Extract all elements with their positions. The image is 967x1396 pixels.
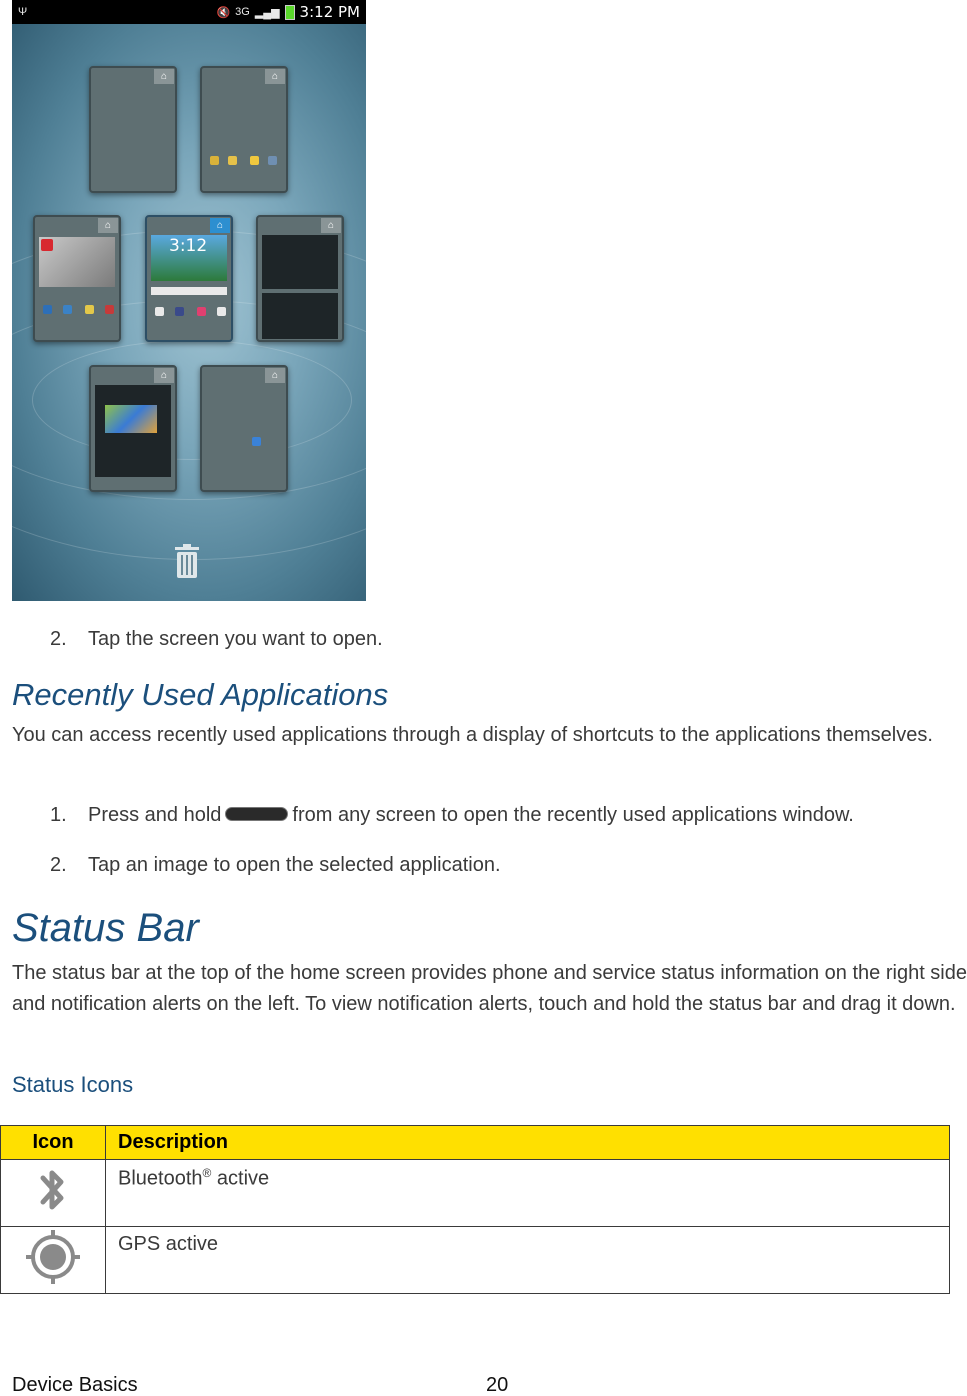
set-home-icon[interactable]: ⌂ [154, 368, 174, 383]
app-icon [210, 156, 219, 165]
settings-icon [268, 156, 277, 165]
phone-status-bar [12, 0, 366, 24]
media-hub-widget [262, 235, 338, 289]
home-screen-thumbnail[interactable] [256, 215, 344, 342]
icon-cell [1, 1160, 106, 1227]
step-text: Tap an image to open the selected application. [88, 854, 501, 876]
flipboard-icon [41, 239, 53, 251]
gps-icon [23, 1227, 83, 1287]
table-row [1, 1227, 950, 1294]
step-text-before: Press and hold [88, 804, 222, 826]
step-text: Tap the screen you want to open. [88, 628, 383, 650]
step-text-after: from any screen to open the recently used applications window. [292, 804, 854, 826]
page-number: 20 [486, 1374, 509, 1396]
home-screen-thumbnail[interactable] [89, 365, 177, 492]
app-icon [217, 307, 226, 316]
home-screen-manager-screenshot [12, 0, 366, 601]
step-item [50, 628, 383, 651]
step-number: 2. [50, 628, 67, 650]
table-row [1, 1160, 950, 1227]
step-number: 2. [50, 854, 67, 876]
home-screen-thumbnail[interactable] [200, 66, 288, 193]
home-screen-thumbnail[interactable] [33, 215, 121, 342]
column-header-icon: Icon [1, 1126, 106, 1160]
app-collage [105, 405, 157, 433]
battery-icon [285, 5, 295, 20]
description-suffix: active [211, 1167, 270, 1190]
section-heading: Status Bar [12, 906, 199, 950]
status-time: 3:12 PM [299, 3, 360, 21]
delete-screen-icon[interactable] [173, 544, 201, 578]
step-number: 1. [50, 804, 67, 826]
description-text: Bluetooth [118, 1167, 203, 1190]
registered-mark: ® [202, 1166, 212, 1180]
widget-clock: 3:12 [169, 236, 208, 256]
set-home-icon[interactable]: ⌂ [154, 69, 174, 84]
home-screen-thumbnail[interactable] [200, 365, 288, 492]
music-player-widget [262, 293, 338, 339]
section-intro: You can access recently used applications through a display of shortcuts to the applications themselves. [12, 724, 933, 746]
app-icon [85, 305, 94, 314]
set-home-icon[interactable]: ⌂ [98, 218, 118, 233]
home-screen-thumbnail-current[interactable] [145, 215, 233, 342]
bluetooth-icon [33, 1160, 73, 1220]
network-type-label: 3G [235, 6, 250, 18]
set-home-icon[interactable]: ⌂ [265, 368, 285, 383]
app-icon [43, 305, 52, 314]
app-icon [105, 305, 114, 314]
table-header-row [1, 1126, 950, 1160]
footer-section-name: Device Basics [12, 1374, 138, 1396]
description-text: GPS active [118, 1233, 219, 1255]
app-icon [250, 156, 259, 165]
calendar-icon [155, 307, 164, 316]
section-intro: The status bar at the top of the home screen provides phone and service status information on the right side and notification alerts on the left. To view notification alerts, touch and hold the status bar and drag it down. [12, 962, 967, 1015]
signal-icon: ▂▄▆ [254, 6, 280, 19]
step-item [50, 804, 854, 827]
app-icon [197, 307, 206, 316]
google-search-widget [151, 287, 227, 295]
mute-icon: 🔇 [216, 6, 231, 19]
description-cell [106, 1160, 950, 1227]
set-home-icon[interactable]: ⌂ [210, 218, 230, 233]
app-icon [228, 156, 237, 165]
step-item [50, 854, 501, 877]
app-icon [63, 305, 72, 314]
subsection-heading: Status Icons [12, 1072, 134, 1097]
home-key-icon [225, 807, 288, 821]
app-icon [175, 307, 184, 316]
column-header-description: Description [106, 1126, 950, 1160]
section-heading: Recently Used Applications [12, 677, 389, 712]
set-home-icon[interactable]: ⌂ [321, 218, 341, 233]
app-icon [252, 437, 261, 446]
status-icons-table [0, 1125, 950, 1294]
description-cell [106, 1227, 950, 1294]
home-screen-thumbnail[interactable] [89, 66, 177, 193]
set-home-icon[interactable]: ⌂ [265, 69, 285, 84]
icon-cell [1, 1227, 106, 1294]
usb-icon: Ψ [18, 6, 28, 18]
